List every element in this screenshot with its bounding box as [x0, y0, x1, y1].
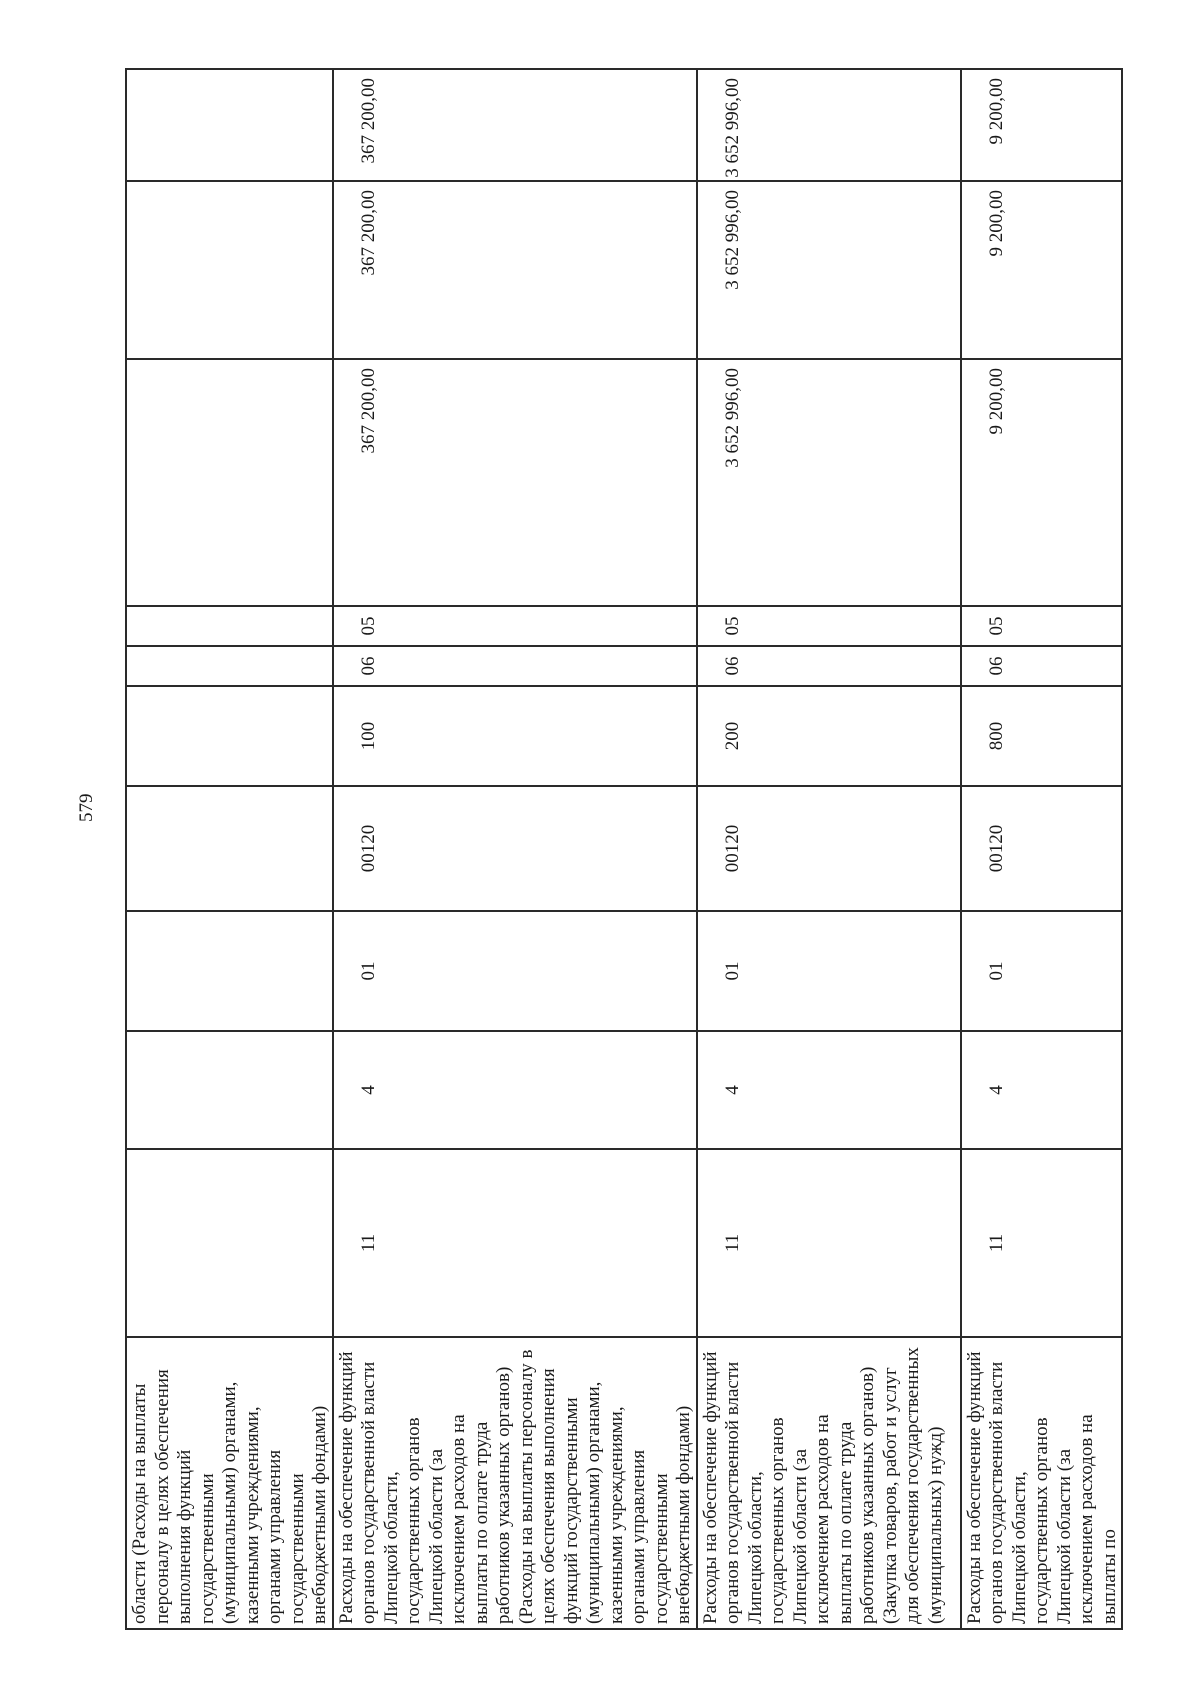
code-division: 06 — [961, 646, 1123, 686]
row-description: Расходы на обеспечение функций органов государственной власти Липецкой области, государственных органов Липецкой области (за исключением расходов на выплаты по — [961, 1337, 1123, 1629]
code-program: 4 — [961, 1031, 1123, 1149]
code-direction: 00120 — [333, 786, 697, 911]
amount-year-1: 3 652 996,00 — [697, 359, 961, 606]
amount-year-1: 367 200,00 — [333, 359, 697, 606]
table-row — [697, 69, 961, 1629]
row-description: Расходы на обеспечение функций органов государственной власти Липецкой области, государственных органов Липецкой области (за исключением расходов на выплаты по оплате труда работников указанных органов) (Закупка товаров, работ и услуг для обеспечения государственных (муниципальных) нужд) — [697, 1337, 961, 1629]
code-section: 11 — [333, 1149, 697, 1337]
amount-year-1 — [126, 359, 333, 606]
page-number: 579 — [76, 793, 97, 822]
code-program — [126, 1031, 333, 1149]
code-expense-type: 100 — [333, 686, 697, 786]
amount-year-3 — [126, 69, 333, 181]
code-subprogram: 01 — [697, 911, 961, 1031]
row-description: области (Расходы на выплаты персоналу в целях обеспечения выполнения функций государственными (муниципальными) органами, казенными учреждениями, органами управления государственными внебюджетными фондами) — [126, 1337, 333, 1629]
amount-year-3: 3 652 996,00 — [697, 69, 961, 181]
code-program: 4 — [697, 1031, 961, 1149]
code-direction: 00120 — [697, 786, 961, 911]
amount-year-3: 9 200,00 — [961, 69, 1123, 181]
code-subprogram — [126, 911, 333, 1031]
code-program: 4 — [333, 1031, 697, 1149]
table-row — [126, 69, 333, 1629]
amount-year-2: 3 652 996,00 — [697, 181, 961, 359]
amount-year-2 — [126, 181, 333, 359]
amount-year-2: 367 200,00 — [333, 181, 697, 359]
code-division: 06 — [333, 646, 697, 686]
code-subprogram: 01 — [961, 911, 1123, 1031]
table-row — [961, 69, 1123, 1629]
code-subdivision: 05 — [961, 606, 1123, 646]
code-subdivision: 05 — [697, 606, 961, 646]
row-description: Расходы на обеспечение функций органов государственной власти Липецкой области, государственных органов Липецкой области (за исключением расходов на выплаты по оплате труда работников указанных органов) (Расходы на выплаты персоналу в целях обеспечения выполнения функций государственными (муниципальными) органами, казенными учреждениями, органами управления государственными внебюджетными фондами) — [333, 1337, 697, 1629]
code-section — [126, 1149, 333, 1337]
code-division — [126, 646, 333, 686]
budget-table-rotated — [125, 70, 1120, 1630]
code-division: 06 — [697, 646, 961, 686]
code-subprogram: 01 — [333, 911, 697, 1031]
budget-table — [125, 68, 1123, 1630]
code-expense-type — [126, 686, 333, 786]
amount-year-3: 367 200,00 — [333, 69, 697, 181]
amount-year-1: 9 200,00 — [961, 359, 1123, 606]
code-section: 11 — [697, 1149, 961, 1337]
code-section: 11 — [961, 1149, 1123, 1337]
code-subdivision: 05 — [333, 606, 697, 646]
code-expense-type: 200 — [697, 686, 961, 786]
amount-year-2: 9 200,00 — [961, 181, 1123, 359]
code-direction — [126, 786, 333, 911]
code-expense-type: 800 — [961, 686, 1123, 786]
table-row — [333, 69, 697, 1629]
code-subdivision — [126, 606, 333, 646]
code-direction: 00120 — [961, 786, 1123, 911]
